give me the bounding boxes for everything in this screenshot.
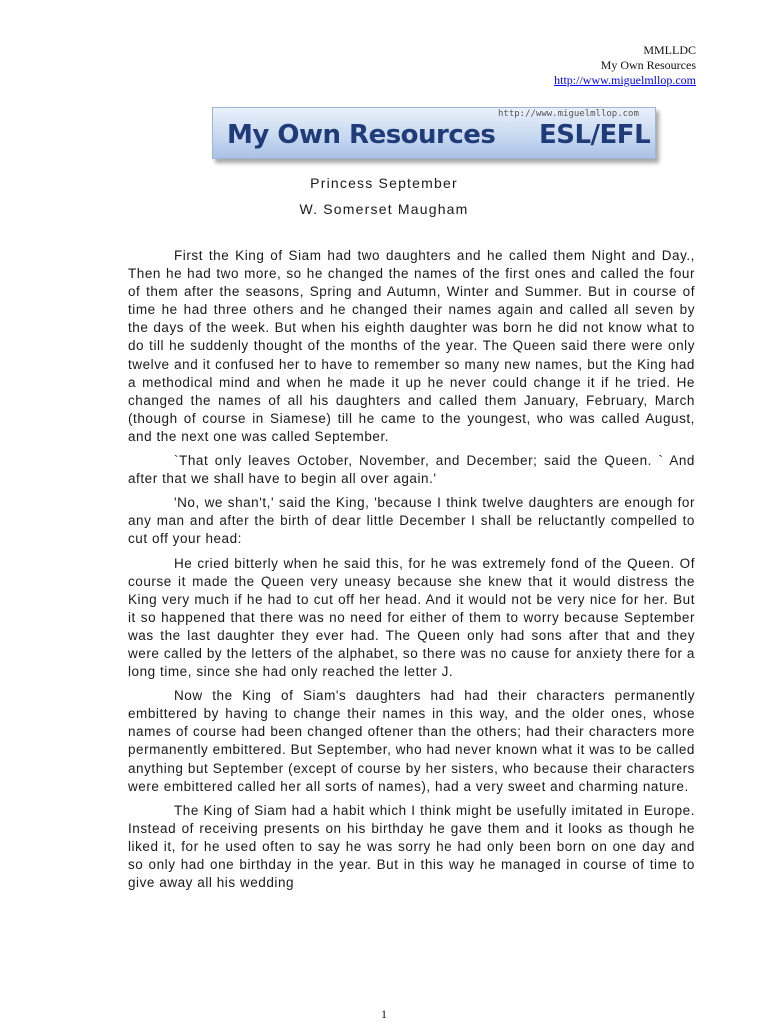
story-paragraph: The King of Siam had a habit which I think might be usefully imitated in Europe. Instead of receiving presents on his birthday he gave them and it looks as though he liked it, for he used often to say he was sorry he had only been born on one day and so only had one birthday in the year. But in this way he managed in course of time to give away all his wedding <box>128 802 695 891</box>
story-paragraph: `That only leaves October, November, and December; said the Queen. ` And after that we shall have to begin all over again.' <box>128 453 695 487</box>
story-paragraph: Now the King of Siam's daughters had had their characters permanently embittered by having to change their names in this way, and the older ones, whose names of course had been changed oftener than the others; had their characters more permanently embittered. But September, who had never known what it was to be called anything but September (except of course by her sisters, who because their characters were embittered called her all sorts of names), had a very sweet and charming nature. <box>128 688 695 794</box>
header-link[interactable]: http://www.miguelmllop.com <box>554 73 696 87</box>
page-number: 1 <box>381 1007 387 1021</box>
story-author: W. Somerset Maugham <box>299 201 469 217</box>
story-paragraph: 'No, we shan't,' said the King, 'because I think twelve daughters are enough for any man and after the birth of dear little December I shall be reluctantly compelled to cut off your head: <box>128 495 695 547</box>
resources-banner <box>212 107 656 159</box>
banner-subtitle: ESL/EFL <box>539 120 651 150</box>
story-body <box>128 247 695 898</box>
banner-url: http://www.miguelmllop.com <box>498 109 639 119</box>
story-heading <box>0 170 768 222</box>
header-org: MMLLDC <box>643 43 696 57</box>
story-title: Princess September <box>310 175 458 191</box>
story-paragraph: First the King of Siam had two daughters and he called them Night and Day., Then he had two more, so he changed the names of the first ones and called the four of them after the seasons, Spring and Autumn, Winter and Summer. But in course of time he had three others and he changed their names again and called all seven by the days of the week. But when his eighth daughter was born he did not know what to do till he suddenly thought of the months of the year. The Queen said there were only twelve and it confused her to have to remember so many new names, but the King had a methodical mind and when he made it up he never could change it if he tried. He changed the names of all his daughters and called them January, February, March (though of course in Siamese) till he came to the youngest, who was called August, and the next one was called September. <box>128 248 695 444</box>
story-paragraph: He cried bitterly when he said this, for he was extremely fond of the Queen. Of course it made the Queen very uneasy because she knew that it would distress the King very much if he had to cut off her head. And it would not be very nice for her. But it so happened that there was no need for either of them to worry because September was the last daughter they ever had. The Queen only had sons after that and they were called by the letters of the alphabet, so there was no cause for anxiety there for a long time, since she had only reached the letter J. <box>128 555 695 680</box>
header-site-name: My Own Resources <box>600 58 696 72</box>
document-header <box>554 43 696 88</box>
banner-title: My Own Resources <box>227 120 496 150</box>
